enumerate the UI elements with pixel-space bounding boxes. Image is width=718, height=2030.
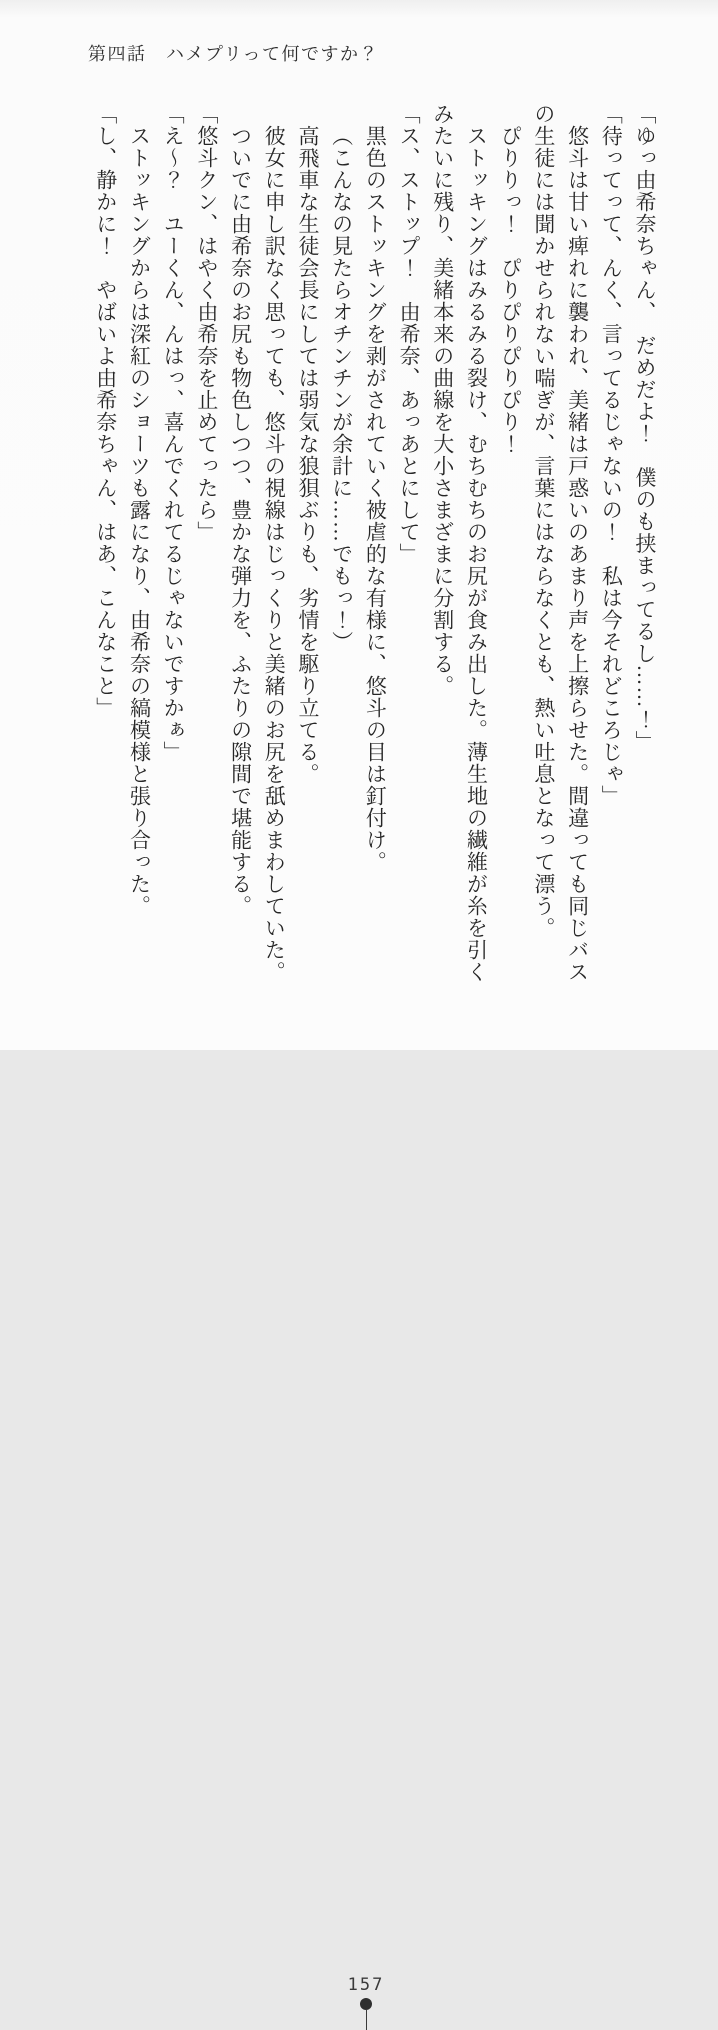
text-line: みたいに残り、美緒本来の曲線を大小さまざまに分割する。 <box>430 103 455 697</box>
text-line: 「悠斗クン、はやく由希奈を止めてったら」 <box>194 103 219 543</box>
text-line: 「し、静かに！ やばいよ由希奈ちゃん、はあ、こんなこと」 <box>93 103 118 719</box>
text-line: 高飛車な生徒会長にしては弱気な狼狽ぶりも、劣情を駆り立てる。 <box>295 125 320 785</box>
text-line: 黒色のストッキングを剥がされていく被虐的な有様に、悠斗の目は釘付け。 <box>363 125 388 873</box>
text-line: ついでに由希奈のお尻も物色しつつ、豊かな弾力を、ふたりの隙間で堪能する。 <box>228 125 253 917</box>
text-line: 「ス、ストップ！ 由希奈、あっあとにして」 <box>397 103 422 565</box>
text-line: ストッキングはみるみる裂け、むちむちのお尻が食み出した。薄生地の繊維が糸を引く <box>464 125 489 983</box>
chapter-header: 第四話 ハメプリって何ですか？ <box>88 44 380 64</box>
text-line: ストッキングからは深紅のショーツも露になり、由希奈の縞模様と張り合った。 <box>127 125 152 917</box>
binding-line-icon <box>366 2009 368 2030</box>
page-footer <box>0 980 718 1995</box>
text-line: （こんなの見たらオチンチンが余計に……でもっ！） <box>329 125 354 653</box>
text-line: の生徒には聞かせられない喘ぎが、言葉にはならなくとも、熱い吐息となって漂う。 <box>531 103 556 939</box>
text-line: 彼女に申し訳なく思っても、悠斗の視線はじっくりと美緒のお尻を舐めまわしていた。 <box>262 125 287 983</box>
main-text <box>87 103 661 989</box>
text-line: 「ゆっ由希奈ちゃん、 だめだよ！ 僕のも挟まってるし……！」 <box>633 103 657 753</box>
text-line: 「え～？ ユーくん、んはっ、喜んでくれてるじゃないですかぁ」 <box>161 103 186 763</box>
text-line: 「待ってって、んく、言ってるじゃないの！ 私は今それどころじゃ」 <box>599 103 624 807</box>
page-number: 157 <box>347 1975 385 1995</box>
text-line: 悠斗は甘い痺れに襲われ、美緒は戸惑いのあまり声を上擦らせた。間違っても同じバス <box>565 125 590 983</box>
text-line: ぴりりっ！ ぴりぴりぴりぴり！ <box>498 125 523 455</box>
